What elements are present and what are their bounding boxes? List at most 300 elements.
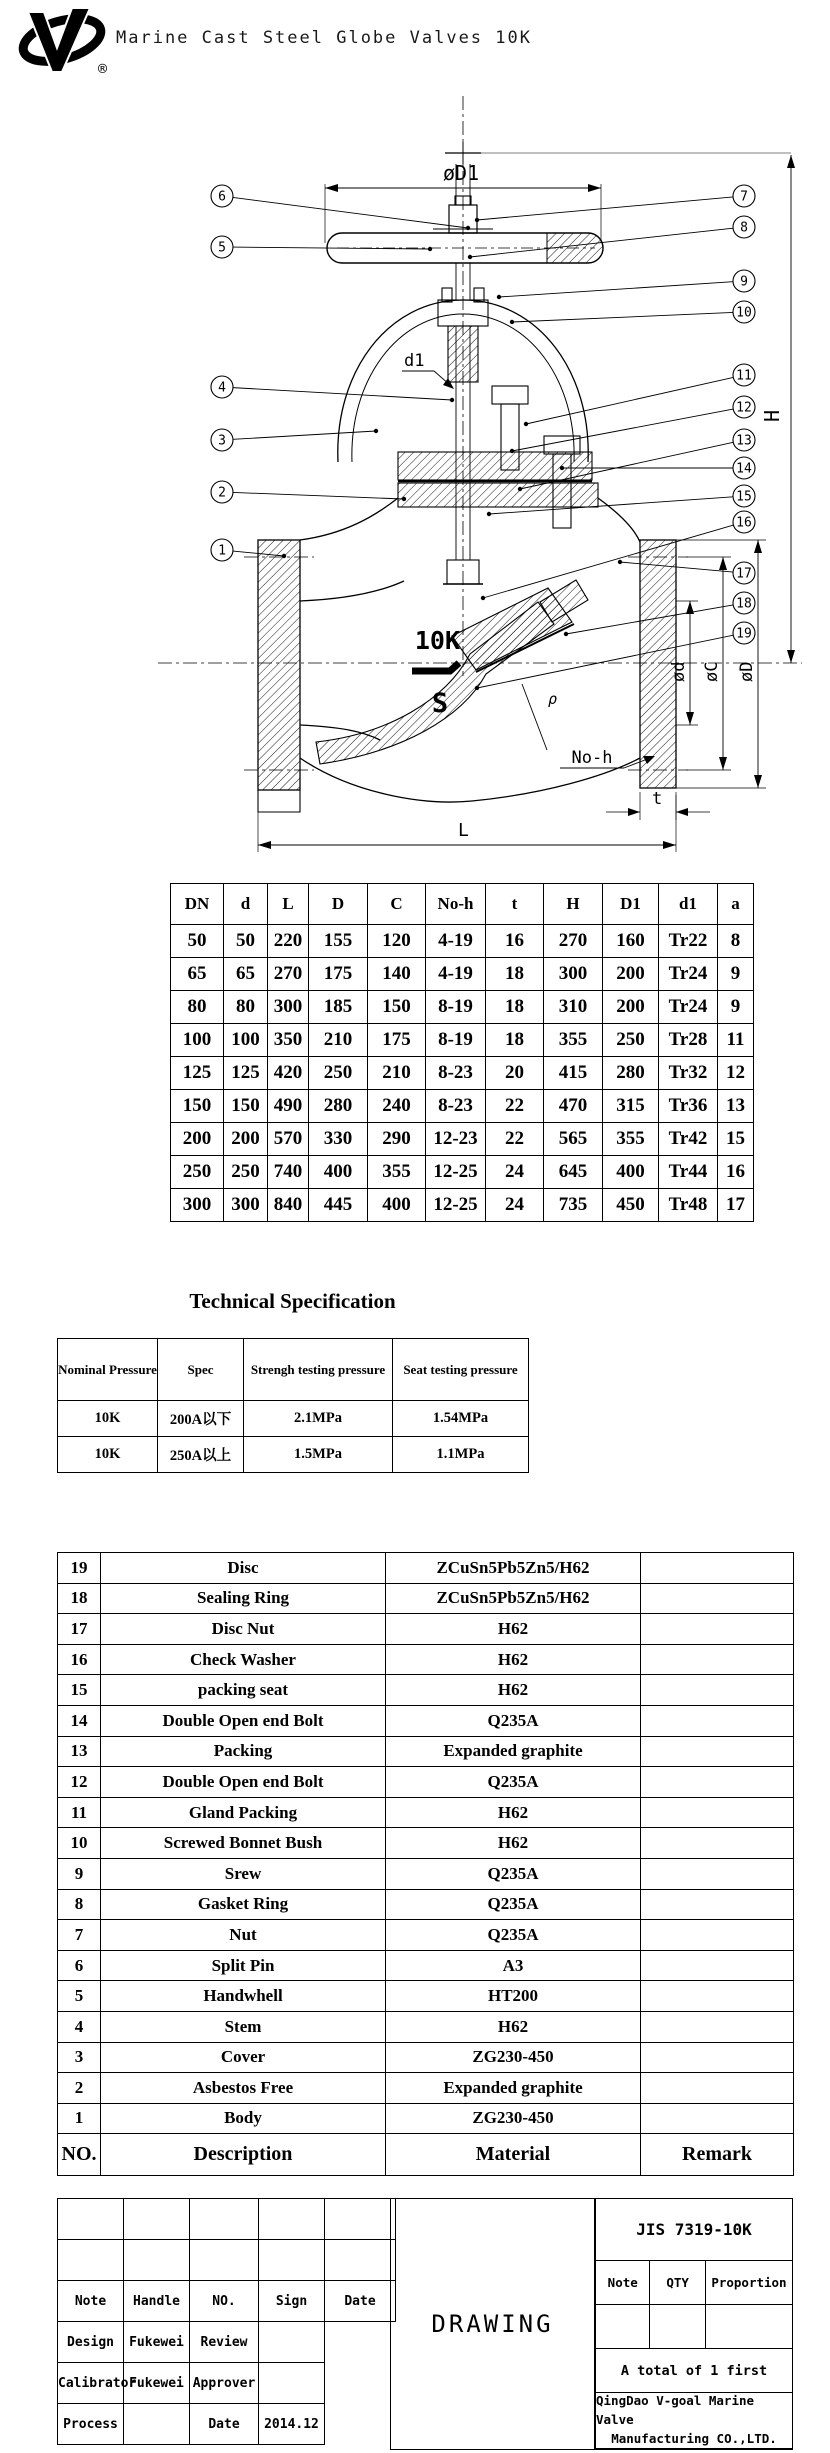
dim-cell: 470 [544,1090,603,1123]
dim-cell: 9 [718,958,754,991]
callout-leader-dot [524,422,528,426]
dim-cell: 350 [268,1024,309,1057]
parts-cell: 10 [58,1828,101,1859]
dim-cell: 12-25 [426,1189,486,1222]
title-block-cell: Design [58,2322,124,2363]
callout-number: 1 [218,543,226,559]
parts-cell: 11 [58,1797,101,1828]
parts-table-row [58,2042,794,2073]
dim-cell: 280 [603,1057,659,1090]
signature-row [58,2404,396,2445]
parts-cell: Expanded graphite [386,2073,641,2104]
parts-col-header: Remark [641,2134,794,2176]
callout-leader-dot [374,429,378,433]
parts-cell [641,1644,794,1675]
parts-table-row [58,1767,794,1798]
parts-table-row [58,1889,794,1920]
dim-cell: 24 [486,1189,544,1222]
dim-cell: 400 [368,1189,426,1222]
callout-number: 16 [736,515,752,531]
dim-cell: 735 [544,1189,603,1222]
dim-label-bore: ød [669,661,689,682]
dim-table-row [171,1024,754,1057]
dim-cell: 200 [603,991,659,1024]
callout-number: 9 [740,274,748,290]
parts-cell: 12 [58,1767,101,1798]
dim-cell: 645 [544,1156,603,1189]
title-block-cell [58,2199,124,2240]
title-block-cell [190,2199,259,2240]
dim-cell: 240 [368,1090,426,1123]
dim-cell: 330 [309,1123,368,1156]
title-block-cell: Review [190,2322,259,2363]
dim-cell: 300 [268,991,309,1024]
parts-table [57,1552,794,2176]
company-name [596,2393,792,2449]
qty-col-label: QTY [650,2261,705,2304]
dim-cell: 175 [368,1024,426,1057]
parts-cell: H62 [386,1675,641,1706]
dim-cell: 22 [486,1123,544,1156]
dim-cell: Tr42 [659,1123,718,1156]
callout-leader-dot [510,320,514,324]
parts-cell [641,1583,794,1614]
parts-table-row [58,1920,794,1951]
parts-cell: Handwhell [101,1981,386,2012]
dim-cell: 20 [486,1057,544,1090]
parts-cell: Q235A [386,1705,641,1736]
callout-number: 6 [218,189,226,205]
parts-cell [641,1736,794,1767]
parts-cell: 9 [58,1858,101,1889]
dim-cell: 415 [544,1057,603,1090]
parts-cell [641,2042,794,2073]
parts-cell: 2 [58,2073,101,2104]
parts-table-row [58,1797,794,1828]
callout-leader-dot [475,218,479,222]
parts-cell: HT200 [386,1981,641,2012]
callout-number: 11 [736,368,752,384]
spec-col-header: Strengh testing pressure [244,1339,393,1401]
parts-table-row [58,1675,794,1706]
callout-number: 19 [736,626,752,642]
parts-cell: 14 [58,1705,101,1736]
callout-leader-dot [402,497,406,501]
parts-cell: Sealing Ring [101,1583,386,1614]
dim-cell: 13 [718,1090,754,1123]
parts-cell: 19 [58,1553,101,1584]
parts-table-row [58,1644,794,1675]
parts-cell [641,2103,794,2134]
dim-label-length: L [458,820,469,841]
dim-col-header: d1 [659,884,718,925]
parts-cell: H62 [386,1644,641,1675]
spec-col-header: Spec [158,1339,244,1401]
callout-number: 5 [218,240,226,256]
dim-cell: 155 [309,925,368,958]
title-block-cell: 2014.12 [259,2404,325,2445]
note-col-label: Note [596,2261,650,2304]
dim-cell: 8-19 [426,991,486,1024]
standard-number: JIS 7319-10K [596,2199,792,2261]
title-block-cell [259,2240,325,2281]
company-name-line2: Manufacturing CO.,LTD. [611,2430,777,2446]
parts-cell: 13 [58,1736,101,1767]
parts-table-row [58,1858,794,1889]
dim-label-thickness: t [652,789,663,809]
parts-cell [641,1797,794,1828]
parts-cell: packing seat [101,1675,386,1706]
dim-cell: 400 [603,1156,659,1189]
dim-col-header: d [224,884,268,925]
title-block-cell: NO. [190,2281,259,2322]
dim-cell: 12-25 [426,1156,486,1189]
dim-label-height: H [760,409,784,422]
spec-cell: 10K [58,1437,158,1473]
title-block-cell [259,2322,325,2363]
parts-cell: Packing [101,1736,386,1767]
spec-section-title: Technical Specification [189,1289,396,1313]
dim-cell: 220 [268,925,309,958]
callout-leader [233,197,468,228]
dim-table-row [171,1057,754,1090]
title-block-cell [58,2240,124,2281]
dim-cell: 490 [268,1090,309,1123]
dim-cell: 740 [268,1156,309,1189]
spec-cell: 1.5MPa [244,1437,393,1473]
parts-cell: 15 [58,1675,101,1706]
parts-cell: 5 [58,1981,101,2012]
parts-cell: Double Open end Bolt [101,1767,386,1798]
parts-cell: 7 [58,1920,101,1951]
callout-leader [499,282,733,297]
parts-cell [641,1889,794,1920]
callout-leader-dot [518,487,522,491]
title-block-cell [124,2404,190,2445]
registered-mark: ® [98,60,108,78]
company-name-line1: QingDao V-goal Marine Valve [596,2393,755,2428]
callout-leader-dot [560,466,564,470]
parts-table-row [58,1828,794,1859]
parts-cell: 17 [58,1614,101,1645]
callout-leader-dot [618,560,622,564]
dim-cell: 18 [486,1024,544,1057]
dim-col-header: H [544,884,603,925]
title-block-left-table [57,2198,396,2445]
dim-cell: 200 [171,1123,224,1156]
spec-col-header: Seat testing pressure [393,1339,529,1401]
parts-cell: Nut [101,1920,386,1951]
spec-cell: 1.54MPa [393,1401,529,1437]
parts-cell: Body [101,2103,386,2134]
callout-number: 14 [736,461,752,477]
parts-cell: ZCuSn5Pb5Zn5/H62 [386,1553,641,1584]
parts-table-row [58,1705,794,1736]
parts-cell [641,2011,794,2042]
title-block-cell: Handle [124,2281,190,2322]
dim-cell: 270 [544,925,603,958]
dim-table-row [171,1189,754,1222]
dim-col-header: D [309,884,368,925]
callout-number: 3 [218,433,226,449]
dim-cell: 250 [224,1156,268,1189]
dim-cell: 210 [309,1024,368,1057]
callout-leader [477,197,733,220]
dim-cell: 16 [486,925,544,958]
note-qty-proportion-row [596,2261,792,2305]
dim-label-stem-thread: d1 [404,351,425,371]
dim-cell: 270 [268,958,309,991]
parts-cell: Double Open end Bolt [101,1705,386,1736]
parts-cell [641,1828,794,1859]
dim-label-flange-od: øD [737,661,757,682]
parts-cell [641,1981,794,2012]
dim-cell: 185 [309,991,368,1024]
title-block-cell [124,2240,190,2281]
dim-cell: Tr44 [659,1156,718,1189]
dim-label-holes: No-h [571,748,613,768]
signature-row [58,2363,396,2404]
stem-top [445,142,791,164]
dim-cell: 160 [603,925,659,958]
parts-cell: Q235A [386,1767,641,1798]
dim-cell: 80 [171,991,224,1024]
callout-number: 8 [740,220,748,236]
parts-cell: H62 [386,2011,641,2042]
parts-cell: Split Pin [101,1950,386,1981]
parts-cell: 3 [58,2042,101,2073]
dim-cell: 16 [718,1156,754,1189]
title-block-cell: Approver [190,2363,259,2404]
dim-cell: Tr28 [659,1024,718,1057]
dim-table-row [171,1156,754,1189]
revision-empty-row [58,2240,396,2281]
parts-table-row [58,1583,794,1614]
dim-cell: 12 [718,1057,754,1090]
spec-table-row [58,1401,529,1437]
dim-cell: 420 [268,1057,309,1090]
dim-table-row [171,1090,754,1123]
dim-col-header: D1 [603,884,659,925]
dim-cell: Tr36 [659,1090,718,1123]
dim-cell: 250 [171,1156,224,1189]
title-block-cell: Fukewei [124,2322,190,2363]
callout-leader-dot [481,596,485,600]
callout-leader [483,525,733,598]
parts-cell: Stem [101,2011,386,2042]
parts-cell: Disc Nut [101,1614,386,1645]
callout-leader [233,388,452,400]
pressure-class-mark: 10K [414,626,460,655]
parts-cell: ZCuSn5Pb5Zn5/H62 [386,1583,641,1614]
flow-mark: S [431,688,449,719]
parts-table-row [58,1553,794,1584]
dim-cell: 9 [718,991,754,1024]
parts-table-row [58,1614,794,1645]
spec-table [57,1338,529,1473]
dim-cell: 22 [486,1090,544,1123]
dim-cell: 355 [603,1123,659,1156]
parts-cell: Disc [101,1553,386,1584]
dim-cell: 120 [368,925,426,958]
dim-cell: Tr24 [659,991,718,1024]
dim-cell: 150 [224,1090,268,1123]
dim-cell: 8-23 [426,1057,486,1090]
parts-table-row [58,2073,794,2104]
dim-cell: 65 [171,958,224,991]
dim-cell: 4-19 [426,958,486,991]
dim-col-header: DN [171,884,224,925]
title-block-cell [259,2363,325,2404]
dim-cell: Tr48 [659,1189,718,1222]
parts-cell: Cover [101,2042,386,2073]
dim-cell: 300 [224,1189,268,1222]
dimension-table-header-row [171,884,754,925]
callout-leader-dot [450,398,454,402]
parts-cell: 6 [58,1950,101,1981]
drawing-type-label: DRAWING [431,2310,554,2338]
title-block-cell: Sign [259,2281,325,2322]
parts-cell [641,1705,794,1736]
revision-empty-row [58,2199,396,2240]
dim-cell: 570 [268,1123,309,1156]
dim-cell: Tr32 [659,1057,718,1090]
dim-cell: 100 [171,1024,224,1057]
dim-table-row [171,1123,754,1156]
callout-number: 18 [736,596,752,612]
parts-cell: H62 [386,1828,641,1859]
dim-cell: 840 [268,1189,309,1222]
dim-cell: 24 [486,1156,544,1189]
note-qty-proportion-empty-row [596,2305,792,2349]
parts-cell: Screwed Bonnet Bush [101,1828,386,1859]
parts-cell: Srew [101,1858,386,1889]
dim-label-top-diameter: øD1 [443,161,480,185]
parts-table-header-row [58,2134,794,2176]
parts-cell: Q235A [386,1858,641,1889]
parts-cell: A3 [386,1950,641,1981]
dim-cell: 150 [368,991,426,1024]
parts-cell: Q235A [386,1889,641,1920]
dim-cell: 18 [486,958,544,991]
dim-cell: 355 [368,1156,426,1189]
callout-leader [512,312,733,322]
dim-cell: 250 [603,1024,659,1057]
dim-cell: 400 [309,1156,368,1189]
title-block-cell: Note [58,2281,124,2322]
dim-cell: 11 [718,1024,754,1057]
parts-cell: Q235A [386,1920,641,1951]
spec-cell: 200A以下 [158,1401,244,1437]
dim-cell: 125 [171,1057,224,1090]
parts-cell: H62 [386,1797,641,1828]
dim-cell: 290 [368,1123,426,1156]
callout-number: 12 [736,400,752,416]
parts-cell [641,1614,794,1645]
bonnet-flange [398,452,598,507]
dim-cell: 200 [603,958,659,991]
dim-H [787,155,795,663]
dim-col-header: a [718,884,754,925]
dim-cell: 125 [224,1057,268,1090]
callout-leader [512,409,733,451]
dim-cell: 8 [718,925,754,958]
parts-table-row [58,2103,794,2134]
dim-cell: 300 [544,958,603,991]
callout-number: 10 [736,305,752,321]
callout-leader [233,492,404,499]
callout-leader [233,431,376,439]
parts-col-header: NO. [58,2134,101,2176]
dim-cell: 80 [224,991,268,1024]
dim-table-row [171,958,754,991]
callout-leader-dot [468,255,472,259]
callout-leader-dot [475,686,479,690]
dim-cell: 450 [603,1189,659,1222]
callout-leader-dot [282,554,286,558]
handwheel [327,196,603,263]
dim-col-header: t [486,884,544,925]
dim-cell: 355 [544,1024,603,1057]
dim-cell: 65 [224,958,268,991]
callout-leader-dot [466,226,470,230]
callout-leader-dot [564,632,568,636]
dim-cell: 50 [224,925,268,958]
dim-table-row [171,925,754,958]
dim-cell: 18 [486,991,544,1024]
callout-number: 15 [736,489,752,505]
title-block-cell [325,2240,396,2281]
dim-cell: 280 [309,1090,368,1123]
drawing-type-cell [390,2198,595,2450]
dim-cell: 100 [224,1024,268,1057]
dim-cell: 140 [368,958,426,991]
dim-cell: 8-23 [426,1090,486,1123]
callout-leader-dot [510,449,514,453]
title-block-cell: Process [58,2404,124,2445]
title-block-cell [259,2199,325,2240]
parts-cell [641,2073,794,2104]
dim-col-header: C [368,884,426,925]
callout-leader-dot [487,512,491,516]
parts-cell: Expanded graphite [386,1736,641,1767]
parts-cell [641,1767,794,1798]
dim-col-header: L [268,884,309,925]
signature-row [58,2322,396,2363]
page-title: Marine Cast Steel Globe Valves 10K [116,28,532,48]
parts-table-row [58,1981,794,2012]
dim-cell: 565 [544,1123,603,1156]
parts-cell: ZG230-450 [386,2103,641,2134]
title-block-cell [325,2199,396,2240]
title-block-cell [124,2199,190,2240]
dim-d1 [402,351,454,389]
spec-cell: 250A以上 [158,1437,244,1473]
parts-cell: 4 [58,2011,101,2042]
parts-table-row [58,1950,794,1981]
dim-cell: 15 [718,1123,754,1156]
parts-cell: Gasket Ring [101,1889,386,1920]
title-block-cell: Calibrator [58,2363,124,2404]
parts-cell: 8 [58,1889,101,1920]
parts-cell [641,1675,794,1706]
sheet-total-note: A total of 1 first [596,2349,792,2393]
callout-leader-dot [428,247,432,251]
title-block-right [595,2198,793,2450]
dim-cell: 310 [544,991,603,1024]
spec-cell: 10K [58,1401,158,1437]
parts-table-row [58,1736,794,1767]
